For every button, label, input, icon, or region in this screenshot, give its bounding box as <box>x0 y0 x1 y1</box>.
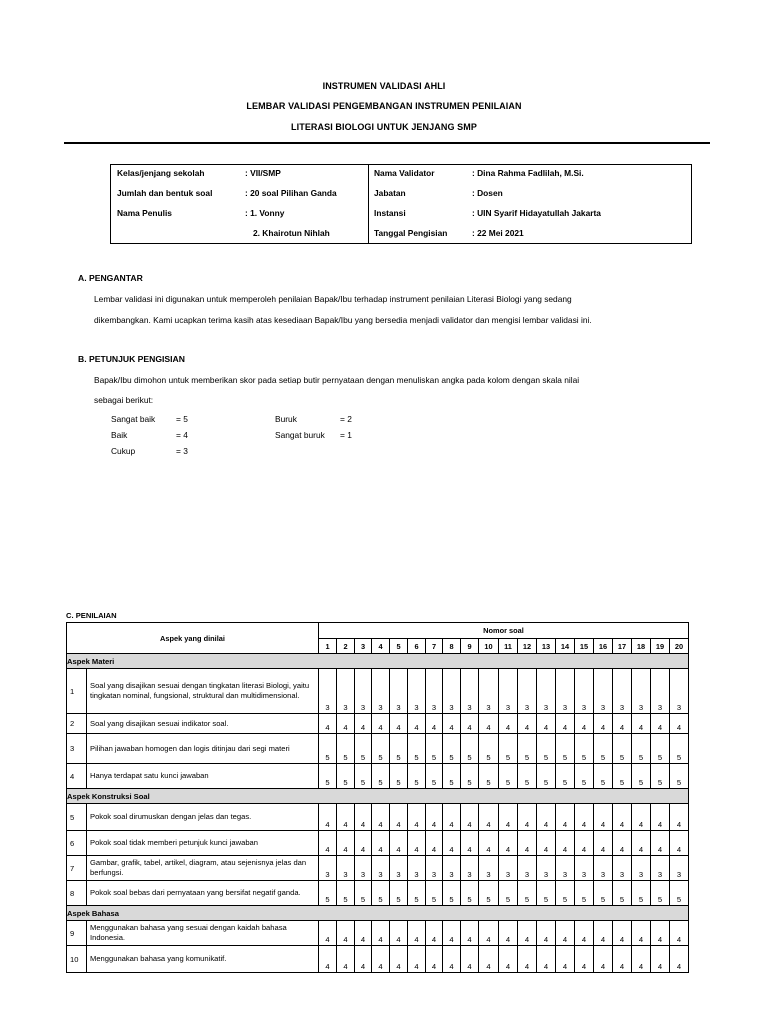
score-cell: 5 <box>355 734 372 764</box>
score-cell: 5 <box>319 764 337 789</box>
score-cell: 5 <box>337 764 355 789</box>
jabatan-value: : Dosen <box>472 188 503 198</box>
score-cell: 3 <box>443 669 461 714</box>
score-cell: 4 <box>408 714 426 734</box>
score-cell: 4 <box>651 804 670 831</box>
score-cell: 3 <box>518 669 537 714</box>
score-cell: 3 <box>537 669 556 714</box>
question-number: 5 <box>390 639 408 654</box>
score-cell: 3 <box>613 856 632 881</box>
table-row <box>67 734 689 764</box>
table-row <box>67 856 689 881</box>
table-row <box>67 921 689 946</box>
score-cell: 5 <box>670 734 689 764</box>
score-cell: 3 <box>613 669 632 714</box>
aspect-group-name: Aspek Konstruksi Soal <box>67 789 689 804</box>
score-cell: 4 <box>390 831 408 856</box>
score-cell: 4 <box>390 921 408 946</box>
aspect-group-name: Aspek Materi <box>67 654 689 669</box>
score-cell: 3 <box>355 856 372 881</box>
score-cell: 3 <box>408 856 426 881</box>
item-number: 1 <box>67 669 87 714</box>
score-cell: 5 <box>518 734 537 764</box>
item-number: 8 <box>67 881 87 906</box>
score-cell: 4 <box>337 946 355 973</box>
score-cell: 4 <box>355 921 372 946</box>
score-cell: 4 <box>575 946 594 973</box>
score-cell: 5 <box>319 881 337 906</box>
score-cell: 5 <box>461 764 479 789</box>
score-cell: 4 <box>632 714 651 734</box>
score-cell: 3 <box>390 669 408 714</box>
score-cell: 4 <box>461 714 479 734</box>
score-cell: 5 <box>461 734 479 764</box>
score-cell: 5 <box>390 734 408 764</box>
score-cell: 5 <box>443 881 461 906</box>
score-cell: 4 <box>319 714 337 734</box>
score-cell: 5 <box>575 764 594 789</box>
score-cell: 4 <box>461 804 479 831</box>
score-cell: 4 <box>337 921 355 946</box>
tanggal-label: Tanggal Pengisian <box>374 228 448 238</box>
scale-label: Sangat baik <box>111 414 156 424</box>
score-cell: 4 <box>670 921 689 946</box>
item-number: 5 <box>67 804 87 831</box>
score-cell: 4 <box>594 946 613 973</box>
doc-title-2: LEMBAR VALIDASI PENGEMBANGAN INSTRUMEN PENILAIAN <box>246 101 522 111</box>
score-cell: 4 <box>518 946 537 973</box>
score-cell: 5 <box>443 764 461 789</box>
identity-box <box>110 164 692 244</box>
score-cell: 3 <box>319 669 337 714</box>
instansi-label: Instansi <box>374 208 406 218</box>
score-cell: 4 <box>499 946 518 973</box>
section-a-line-1: Lembar validasi ini digunakan untuk memperoleh penilaian Bapak/Ibu terhadap instrument penilaian Literasi Biologi yang sedang <box>94 294 572 304</box>
score-cell: 5 <box>575 881 594 906</box>
doc-title-1: INSTRUMEN VALIDASI AHLI <box>322 81 446 91</box>
score-cell: 3 <box>372 669 390 714</box>
score-cell: 4 <box>499 831 518 856</box>
section-b-line-2: sebagai berikut: <box>94 395 154 405</box>
score-cell: 3 <box>670 669 689 714</box>
score-cell: 5 <box>594 881 613 906</box>
jumlah-label: Jumlah dan bentuk soal <box>117 188 213 198</box>
penulis-value-2: 2. Khairotun Nihlah <box>253 228 330 238</box>
score-cell: 5 <box>337 881 355 906</box>
score-cell: 5 <box>518 881 537 906</box>
scale-label: Baik <box>111 430 128 440</box>
score-cell: 3 <box>461 856 479 881</box>
score-cell: 5 <box>408 734 426 764</box>
question-number: 2 <box>337 639 355 654</box>
score-cell: 4 <box>575 714 594 734</box>
item-number: 9 <box>67 921 87 946</box>
score-cell: 5 <box>537 764 556 789</box>
score-cell: 4 <box>499 804 518 831</box>
score-cell: 4 <box>443 946 461 973</box>
table-header-row <box>67 623 689 639</box>
item-text: Pilihan jawaban homogen dan logis ditinjau dari segi materi <box>87 734 319 764</box>
score-cell: 3 <box>632 669 651 714</box>
item-number: 6 <box>67 831 87 856</box>
score-cell: 3 <box>355 669 372 714</box>
score-cell: 4 <box>613 921 632 946</box>
score-cell: 4 <box>337 714 355 734</box>
score-cell: 4 <box>670 946 689 973</box>
score-cell: 5 <box>390 881 408 906</box>
aspect-group-name: Aspek Bahasa <box>67 906 689 921</box>
score-cell: 4 <box>355 946 372 973</box>
score-cell: 5 <box>499 881 518 906</box>
score-cell: 5 <box>651 764 670 789</box>
score-cell: 4 <box>613 804 632 831</box>
score-cell: 4 <box>426 804 443 831</box>
score-cell: 4 <box>632 946 651 973</box>
question-number: 13 <box>537 639 556 654</box>
score-cell: 4 <box>594 921 613 946</box>
question-number: 7 <box>426 639 443 654</box>
score-cell: 4 <box>337 831 355 856</box>
scale-value: = 4 <box>176 430 188 440</box>
score-cell: 5 <box>319 734 337 764</box>
score-cell: 5 <box>390 764 408 789</box>
score-cell: 5 <box>479 764 499 789</box>
score-cell: 3 <box>632 856 651 881</box>
identity-divider <box>368 165 369 243</box>
score-cell: 5 <box>518 764 537 789</box>
score-cell: 4 <box>670 831 689 856</box>
section-c-heading: C. PENILAIAN <box>66 611 117 620</box>
scale-label: Buruk <box>275 414 297 424</box>
score-cell: 4 <box>670 804 689 831</box>
score-cell: 4 <box>372 921 390 946</box>
score-cell: 3 <box>499 856 518 881</box>
validator-label: Nama Validator <box>374 168 435 178</box>
question-number: 19 <box>651 639 670 654</box>
score-cell: 3 <box>594 856 613 881</box>
score-cell: 5 <box>556 764 575 789</box>
jabatan-label: Jabatan <box>374 188 406 198</box>
score-cell: 5 <box>651 734 670 764</box>
scale-value: = 1 <box>340 430 352 440</box>
score-cell: 5 <box>479 734 499 764</box>
score-cell: 4 <box>479 946 499 973</box>
scale-label: Cukup <box>111 446 136 456</box>
item-text: Hanya terdapat satu kunci jawaban <box>87 764 319 789</box>
question-number: 1 <box>319 639 337 654</box>
question-number: 17 <box>613 639 632 654</box>
item-number: 3 <box>67 734 87 764</box>
score-cell: 5 <box>594 734 613 764</box>
question-number: 18 <box>632 639 651 654</box>
score-cell: 3 <box>556 856 575 881</box>
score-cell: 4 <box>390 804 408 831</box>
score-cell: 4 <box>632 921 651 946</box>
score-cell: 5 <box>408 881 426 906</box>
score-cell: 4 <box>372 714 390 734</box>
score-cell: 5 <box>479 881 499 906</box>
score-cell: 4 <box>461 921 479 946</box>
score-cell: 5 <box>613 881 632 906</box>
score-cell: 3 <box>426 856 443 881</box>
scale-value: = 2 <box>340 414 352 424</box>
score-cell: 5 <box>537 881 556 906</box>
score-cell: 4 <box>479 831 499 856</box>
table-row <box>67 669 689 714</box>
header-rule <box>64 142 710 144</box>
score-cell: 4 <box>443 714 461 734</box>
score-cell: 3 <box>390 856 408 881</box>
score-cell: 4 <box>594 831 613 856</box>
score-cell: 4 <box>556 831 575 856</box>
score-cell: 4 <box>537 714 556 734</box>
score-cell: 4 <box>319 921 337 946</box>
kelas-value: : VII/SMP <box>245 168 281 178</box>
score-cell: 4 <box>372 831 390 856</box>
item-text: Pokok soal tidak memberi petunjuk kunci jawaban <box>87 831 319 856</box>
question-number: 8 <box>443 639 461 654</box>
aspect-group-row <box>67 789 689 804</box>
item-number: 7 <box>67 856 87 881</box>
score-cell: 4 <box>499 921 518 946</box>
score-cell: 4 <box>518 804 537 831</box>
score-cell: 5 <box>632 734 651 764</box>
score-cell: 5 <box>426 734 443 764</box>
score-cell: 4 <box>651 714 670 734</box>
score-cell: 5 <box>556 734 575 764</box>
score-cell: 5 <box>461 881 479 906</box>
validator-value: : Dina Rahma Fadlilah, M.Si. <box>472 168 584 178</box>
score-cell: 5 <box>537 734 556 764</box>
question-number: 14 <box>556 639 575 654</box>
score-cell: 3 <box>426 669 443 714</box>
score-cell: 5 <box>556 881 575 906</box>
jumlah-value: : 20 soal Pilihan Ganda <box>245 188 337 198</box>
score-cell: 4 <box>319 831 337 856</box>
assessment-table <box>66 622 689 973</box>
score-cell: 4 <box>408 946 426 973</box>
score-cell: 5 <box>443 734 461 764</box>
score-cell: 4 <box>556 946 575 973</box>
score-cell: 4 <box>575 831 594 856</box>
score-cell: 3 <box>337 669 355 714</box>
score-cell: 4 <box>518 921 537 946</box>
score-cell: 4 <box>390 714 408 734</box>
kelas-label: Kelas/jenjang sekolah <box>117 168 205 178</box>
score-cell: 4 <box>408 831 426 856</box>
score-cell: 3 <box>575 856 594 881</box>
score-cell: 5 <box>613 734 632 764</box>
score-cell: 4 <box>408 804 426 831</box>
score-cell: 4 <box>575 921 594 946</box>
score-cell: 3 <box>372 856 390 881</box>
score-cell: 5 <box>499 734 518 764</box>
score-cell: 4 <box>408 921 426 946</box>
score-cell: 3 <box>518 856 537 881</box>
score-cell: 3 <box>479 669 499 714</box>
score-cell: 5 <box>613 764 632 789</box>
score-cell: 4 <box>319 946 337 973</box>
item-number: 4 <box>67 764 87 789</box>
score-cell: 4 <box>372 804 390 831</box>
penulis-label: Nama Penulis <box>117 208 172 218</box>
score-cell: 3 <box>556 669 575 714</box>
score-cell: 4 <box>594 714 613 734</box>
score-cell: 4 <box>390 946 408 973</box>
score-cell: 3 <box>319 856 337 881</box>
question-number: 12 <box>518 639 537 654</box>
section-a-line-2: dikembangkan. Kami ucapkan terima kasih atas kesediaan Bapak/Ibu yang bersedia menjadi validator dan mengisi lembar validasi ini. <box>94 315 592 325</box>
question-number: 4 <box>372 639 390 654</box>
table-row <box>67 831 689 856</box>
score-cell: 3 <box>499 669 518 714</box>
score-cell: 4 <box>556 921 575 946</box>
score-cell: 5 <box>632 764 651 789</box>
score-cell: 3 <box>575 669 594 714</box>
score-cell: 4 <box>355 831 372 856</box>
score-cell: 5 <box>499 764 518 789</box>
score-cell: 5 <box>594 764 613 789</box>
table-row <box>67 714 689 734</box>
item-text: Pokok soal dirumuskan dengan jelas dan tegas. <box>87 804 319 831</box>
score-cell: 4 <box>461 831 479 856</box>
question-number: 16 <box>594 639 613 654</box>
item-number: 2 <box>67 714 87 734</box>
score-cell: 4 <box>337 804 355 831</box>
nomor-soal-header: Nomor soal <box>319 623 689 639</box>
instansi-value: : UIN Syarif Hidayatullah Jakarta <box>472 208 601 218</box>
score-cell: 4 <box>537 804 556 831</box>
score-cell: 4 <box>372 946 390 973</box>
penulis-value-1: : 1. Vonny <box>245 208 285 218</box>
score-cell: 5 <box>670 881 689 906</box>
score-cell: 4 <box>651 921 670 946</box>
score-cell: 4 <box>426 921 443 946</box>
score-cell: 4 <box>443 831 461 856</box>
score-cell: 4 <box>426 714 443 734</box>
score-cell: 4 <box>556 804 575 831</box>
score-cell: 5 <box>575 734 594 764</box>
score-cell: 4 <box>479 804 499 831</box>
scale-label: Sangat buruk <box>275 430 325 440</box>
score-cell: 4 <box>651 946 670 973</box>
score-cell: 4 <box>651 831 670 856</box>
question-number: 3 <box>355 639 372 654</box>
score-cell: 4 <box>670 714 689 734</box>
score-cell: 4 <box>355 804 372 831</box>
score-cell: 4 <box>613 831 632 856</box>
score-cell: 5 <box>372 764 390 789</box>
section-b-heading: B. PETUNJUK PENGISIAN <box>78 354 185 364</box>
score-cell: 5 <box>426 881 443 906</box>
score-cell: 4 <box>479 921 499 946</box>
score-cell: 3 <box>408 669 426 714</box>
score-cell: 4 <box>443 921 461 946</box>
question-number: 10 <box>479 639 499 654</box>
item-text: Menggunakan bahasa yang sesuai dengan kaidah bahasa Indonesia. <box>87 921 319 946</box>
score-cell: 4 <box>518 831 537 856</box>
scale-value: = 3 <box>176 446 188 456</box>
tanggal-value: : 22 Mei 2021 <box>472 228 524 238</box>
item-text: Soal yang disajikan sesuai dengan tingkatan literasi Biologi, yaitu tingkatan nominal, fungsional, struktural dan multidimensional. <box>87 669 319 714</box>
item-number: 10 <box>67 946 87 973</box>
score-cell: 4 <box>632 831 651 856</box>
question-number: 11 <box>499 639 518 654</box>
table-row <box>67 804 689 831</box>
score-cell: 4 <box>613 946 632 973</box>
score-cell: 5 <box>372 734 390 764</box>
score-cell: 4 <box>594 804 613 831</box>
section-a-heading: A. PENGANTAR <box>78 273 143 283</box>
score-cell: 3 <box>651 669 670 714</box>
score-cell: 5 <box>408 764 426 789</box>
item-text: Soal yang disajikan sesuai indikator soal. <box>87 714 319 734</box>
score-cell: 4 <box>426 831 443 856</box>
score-cell: 3 <box>651 856 670 881</box>
score-cell: 4 <box>461 946 479 973</box>
score-cell: 5 <box>670 764 689 789</box>
table-row <box>67 946 689 973</box>
doc-title-3: LITERASI BIOLOGI UNTUK JENJANG SMP <box>291 122 477 132</box>
score-cell: 5 <box>337 734 355 764</box>
score-cell: 5 <box>651 881 670 906</box>
score-cell: 3 <box>479 856 499 881</box>
score-cell: 3 <box>670 856 689 881</box>
score-cell: 4 <box>613 714 632 734</box>
score-cell: 4 <box>537 921 556 946</box>
score-cell: 4 <box>537 831 556 856</box>
table-row <box>67 764 689 789</box>
item-text: Pokok soal bebas dari pernyataan yang bersifat negatif ganda. <box>87 881 319 906</box>
score-cell: 3 <box>337 856 355 881</box>
score-cell: 4 <box>443 804 461 831</box>
score-cell: 5 <box>372 881 390 906</box>
score-cell: 3 <box>594 669 613 714</box>
scale-value: = 5 <box>176 414 188 424</box>
aspect-header: Aspek yang dinilai <box>67 623 319 654</box>
score-cell: 5 <box>426 764 443 789</box>
score-cell: 3 <box>443 856 461 881</box>
aspect-group-row <box>67 906 689 921</box>
question-number: 15 <box>575 639 594 654</box>
question-number: 20 <box>670 639 689 654</box>
score-cell: 4 <box>479 714 499 734</box>
score-cell: 4 <box>575 804 594 831</box>
score-cell: 4 <box>518 714 537 734</box>
aspect-group-row <box>67 654 689 669</box>
item-text: Gambar, grafik, tabel, artikel, diagram, atau sejenisnya jelas dan berfungsi. <box>87 856 319 881</box>
score-cell: 4 <box>355 714 372 734</box>
section-b-line-1: Bapak/Ibu dimohon untuk memberikan skor pada setiap butir pernyataan dengan menuliskan angka pada kolom dengan skala nilai <box>94 375 580 385</box>
question-number: 9 <box>461 639 479 654</box>
item-text: Menggunakan bahasa yang komunikatif. <box>87 946 319 973</box>
score-cell: 4 <box>632 804 651 831</box>
score-cell: 5 <box>355 764 372 789</box>
table-row <box>67 881 689 906</box>
score-cell: 4 <box>426 946 443 973</box>
score-cell: 4 <box>537 946 556 973</box>
score-cell: 4 <box>319 804 337 831</box>
score-cell: 4 <box>556 714 575 734</box>
score-cell: 5 <box>355 881 372 906</box>
score-cell: 4 <box>499 714 518 734</box>
score-cell: 3 <box>537 856 556 881</box>
question-number: 6 <box>408 639 426 654</box>
score-cell: 3 <box>461 669 479 714</box>
score-cell: 5 <box>632 881 651 906</box>
